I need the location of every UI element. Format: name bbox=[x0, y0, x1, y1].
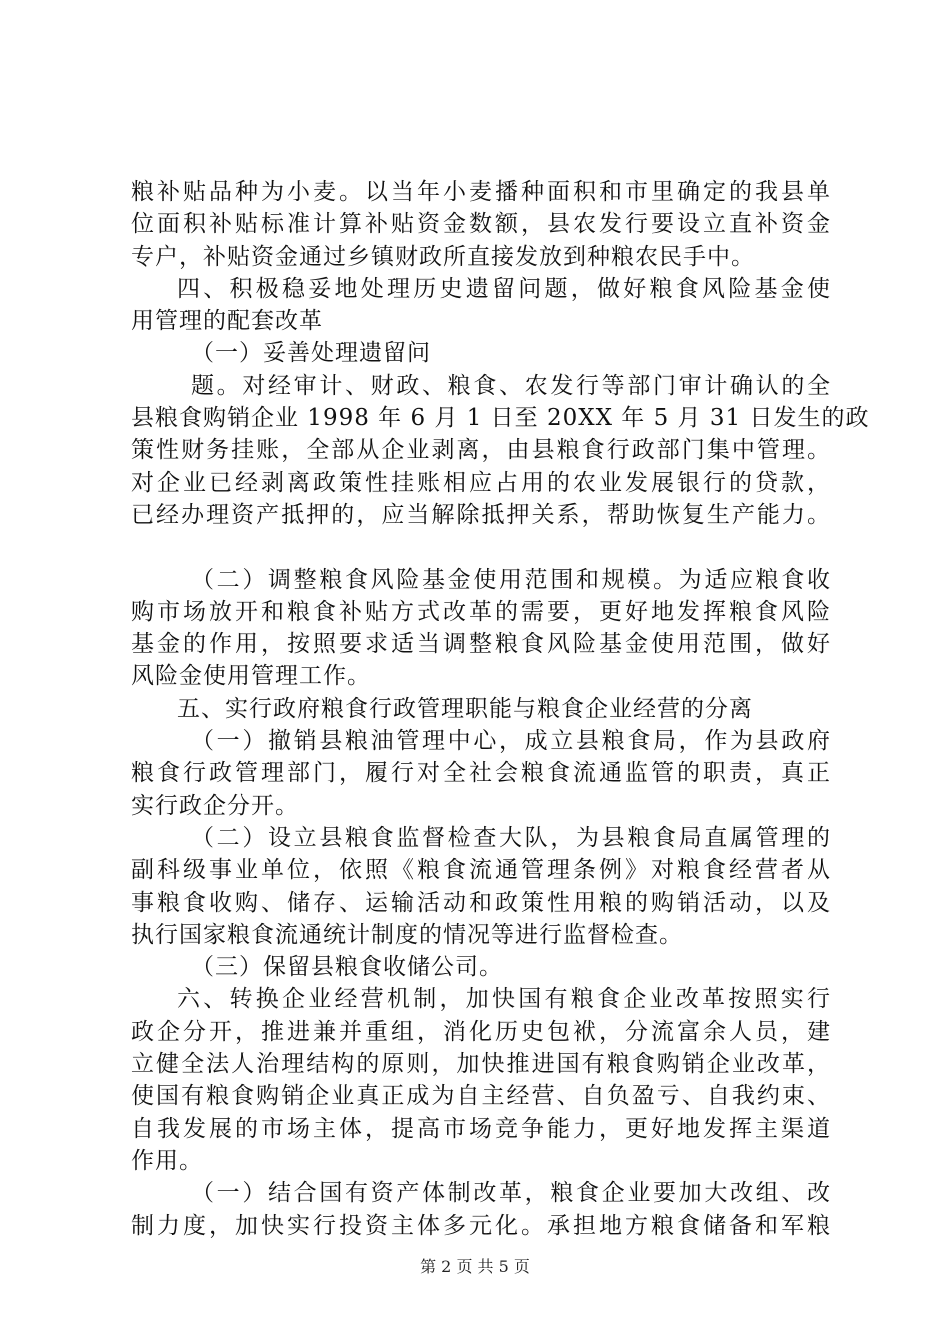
text-line: 粮食行政管理部门，履行对全社会粮食流通监管的职责，真正 bbox=[131, 760, 831, 787]
section-heading: 四、积极稳妥地处理历史遗留问题，做好粮食风险基金使 bbox=[177, 275, 831, 302]
text-line: 自我发展的市场主体，提高市场竞争能力，更好地发挥主渠道 bbox=[131, 1115, 831, 1142]
text-line: 购市场放开和粮食补贴方式改革的需要，更好地发挥粮食风险 bbox=[131, 598, 831, 625]
text-line: 专户，补贴资金通过乡镇财政所直接发放到种粮农民手中。 bbox=[131, 243, 755, 270]
text-line: 风险金使用管理工作。 bbox=[131, 663, 371, 690]
text-line: 政企分开，推进兼并重组，消化历史包袱，分流富余人员，建 bbox=[131, 1018, 831, 1045]
text-line: 执行国家粮食流通统计制度的情况等进行监督检查。 bbox=[131, 921, 683, 948]
page-number-footer: 第 2 页 共 5 页 bbox=[420, 1257, 530, 1276]
text-line: 县粮食购销企业 1998 年 6 月 1 日至 20XX 年 5 月 31 日发生的政 bbox=[131, 405, 870, 432]
text-line: （一）结合国有资产体制改革，粮食企业要加大改组、改 bbox=[191, 1180, 831, 1207]
section-heading: 六、转换企业经营机制，加快国有粮食企业改革按照实行 bbox=[177, 986, 831, 1013]
text-line: 策性财务挂账，全部从企业剥离，由县粮食行政部门集中管理。 bbox=[131, 437, 831, 464]
text-line: 作用。 bbox=[131, 1147, 203, 1174]
text-line: 已经办理资产抵押的，应当解除抵押关系，帮助恢复生产能力。 bbox=[131, 501, 831, 528]
text-line: 立健全法人治理结构的原则，加快推进国有粮食购销企业改革， bbox=[131, 1051, 831, 1078]
text-line: 副科级事业单位，依照《粮食流通管理条例》对粮食经营者从 bbox=[131, 857, 831, 884]
text-line: 制力度，加快实行投资主体多元化。承担地方粮食储备和军粮 bbox=[131, 1212, 831, 1239]
text-line: （二）调整粮食风险基金使用范围和规模。为适应粮食收 bbox=[191, 566, 831, 593]
document-body bbox=[131, 176, 870, 1242]
text-line: 题。对经审计、财政、粮食、农发行等部门审计确认的全 bbox=[191, 372, 831, 399]
text-line: 粮补贴品种为小麦。以当年小麦播种面积和市里确定的我县单 bbox=[131, 179, 831, 205]
section-heading: 五、实行政府粮食行政管理职能与粮食企业经营的分离 bbox=[177, 695, 753, 722]
text-line: 位面积补贴标准计算补贴资金数额，县农发行要设立直补资金 bbox=[131, 211, 831, 238]
text-line: 对企业已经剥离政策性挂账相应占用的农业发展银行的贷款， bbox=[131, 469, 831, 496]
text-line: 事粮食收购、储存、运输活动和政策性用粮的购销活动，以及 bbox=[131, 889, 831, 916]
text-line: 实行政企分开。 bbox=[131, 792, 299, 819]
text-line: （二）设立县粮食监督检查大队，为县粮食局直属管理的 bbox=[191, 824, 831, 851]
text-line: 使国有粮食购销企业真正成为自主经营、自负盈亏、自我约束、 bbox=[131, 1083, 831, 1110]
section-heading-cont: 用管理的配套改革 bbox=[131, 308, 323, 335]
subsection-heading: （一）妥善处理遗留问 bbox=[191, 340, 431, 367]
text-line: （一）撤销县粮油管理中心，成立县粮食局，作为县政府 bbox=[191, 728, 831, 755]
text-line: 基金的作用，按照要求适当调整粮食风险基金使用范围，做好 bbox=[131, 631, 831, 658]
text-line: （三）保留县粮食收储公司。 bbox=[191, 954, 503, 981]
blank-line bbox=[131, 531, 831, 563]
